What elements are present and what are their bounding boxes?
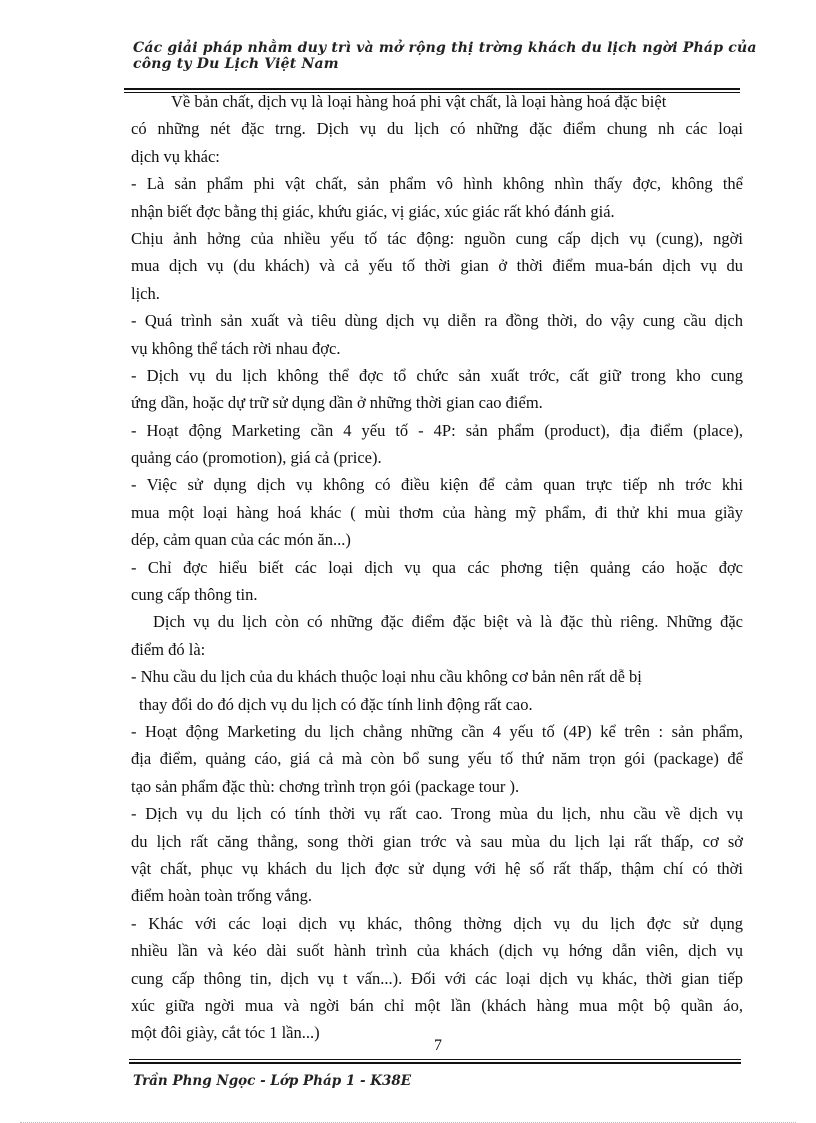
footer-rule-thick — [129, 1062, 741, 1064]
paragraph-line: dịch vụ khác: — [131, 146, 220, 166]
paragraph-line: - Dịch vụ du lịch có tính thời vụ rất cao. Trong mùa du lịch, nhu cầu về dịch vụ — [131, 804, 743, 824]
paragraph-line: Dịch vụ du lịch còn có những đặc điểm đặc biệt và là đặc thù riêng. Những đặc — [153, 612, 743, 632]
paragraph-line: điểm hoàn toàn trống vắng. — [131, 886, 313, 906]
paragraph-line: - Khác với các loại dịch vụ khác, thông thờng dịch vụ du lịch đợc sử dụng — [131, 913, 743, 933]
paragraph-line: - Hoạt động Marketing cần 4 yếu tố - 4P: sản phẩm (product), địa điểm (place), — [131, 420, 743, 440]
paragraph-line: Về bản chất, dịch vụ là loại hàng hoá phi vật chất, là loại hàng hoá đặc biệt — [171, 92, 667, 111]
running-header — [133, 40, 757, 72]
paragraph-line: - Là sản phẩm phi vật chất, sản phẩm vô hình không nhìn thấy đợc, không thể — [131, 174, 743, 194]
paragraph-line: địa điểm, quảng cáo, giá cả mà còn bổ sung yếu tố thứ năm trọn gói (package) để — [131, 749, 743, 769]
paragraph-line: mua một loại hàng hoá khác ( mùi thơm của hàng mỹ phẩm, đi thử khi mua giầy — [131, 502, 743, 522]
paragraph-line: có những nét đặc trng. Dịch vụ du lịch có những đặc điểm chung nh các loại — [131, 119, 743, 139]
page-number: 7 — [434, 1037, 442, 1054]
paragraph-line: nhiều lần và kéo dài suốt hành trình của khách (dịch vụ hớng dẫn viên, dịch vụ — [131, 941, 743, 961]
paragraph-line: mua dịch vụ (du khách) và cả yếu tố thời gian ở thời điểm mua-bán dịch vụ du — [131, 256, 743, 276]
footer-author: Trần Phng Ngọc - Lớp Pháp 1 - K38E — [133, 1073, 412, 1089]
paragraph-line: điểm đó là: — [131, 639, 206, 659]
paragraph-line: dép, cảm quan của các món ăn...) — [131, 530, 351, 550]
footer-rule — [129, 1059, 741, 1060]
paragraph-line: - Dịch vụ du lịch không thể đợc tổ chức sản xuất trớc, cất giữ trong kho cung — [131, 365, 743, 385]
paragraph-line: Chịu ảnh hởng của nhiều yếu tố tác động: nguồn cung cấp dịch vụ (cung), ngời — [131, 228, 743, 248]
header-title-line-2: công ty Du Lịch Việt Nam — [133, 56, 339, 72]
body-text — [131, 88, 743, 1047]
paragraph-line: cung cấp thông tin. — [131, 585, 258, 605]
paragraph-line: thay đổi do đó dịch vụ du lịch có đặc tính linh động rất cao. — [139, 694, 533, 714]
paragraph-line: cung cấp thông tin, dịch vụ t vấn...). Đối với các loại dịch vụ khác, thời gian tiếp — [131, 968, 743, 988]
paragraph-line: lịch. — [131, 283, 160, 303]
paragraph-line: một đôi giày, cắt tóc 1 lần...) — [131, 1023, 320, 1043]
paragraph-line: - Quá trình sản xuất và tiêu dùng dịch vụ diễn ra đồng thời, do vậy cung cầu dịch — [131, 311, 743, 331]
paragraph-line: quảng cáo (promotion), giá cả (price). — [131, 448, 382, 468]
paragraph-line: - Chỉ đợc hiểu biết các loại dịch vụ qua các phơng tiện quảng cáo hoặc đợc — [131, 557, 743, 577]
paragraph-line: tạo sản phẩm đặc thù: chơng trình trọn gói (package tour ). — [131, 776, 520, 796]
paragraph-line: ứng dần, hoặc dự trữ sử dụng dần ở những thời gian cao điểm. — [131, 393, 543, 413]
paragraph-line: - Nhu cầu du lịch của du khách thuộc loại nhu cầu không cơ bản nên rất dễ bị — [131, 667, 642, 687]
header-title-line-1: Các giải pháp nhằm duy trì và mở rộng thị trờng khách du lịch ngời Pháp của — [133, 40, 757, 56]
paragraph-line: - Việc sử dụng dịch vụ không có điều kiện để cảm quan trực tiếp nh trớc khi — [131, 475, 743, 495]
paragraph-line: xúc giữa ngời mua và ngời bán chỉ một lần (khách hàng mua một bộ quần áo, — [131, 995, 743, 1015]
paragraph-line: vật chất, phục vụ khách du lịch đợc sử dụng với hệ số rất thấp, thậm chí có thời — [131, 858, 743, 878]
paragraph-line: - Hoạt động Marketing du lịch chẳng những cần 4 yếu tố (4P) kể trên : sản phẩm, — [131, 721, 743, 741]
paragraph-line: nhận biết đợc bằng thị giác, khứu giác, vị giác, xúc giác rất khó đánh giá. — [131, 201, 615, 221]
paragraph-line: vụ không thể tách rời nhau đợc. — [131, 338, 341, 358]
paragraph-line: du lịch rất căng thẳng, song thời gian trớc và sau mùa du lịch lại rất thấp, cơ sở — [131, 831, 743, 851]
